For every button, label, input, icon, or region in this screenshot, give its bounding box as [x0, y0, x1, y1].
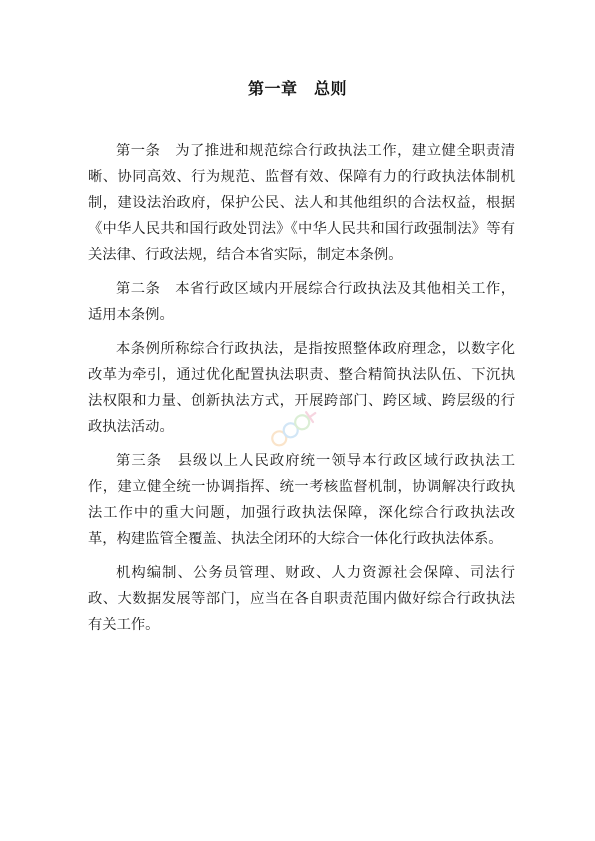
article-3-continuation-paragraph [88, 560, 515, 638]
article-2-continuation-paragraph [88, 336, 515, 440]
article-2-lead: 第二条 [116, 281, 176, 297]
chapter-title: 第一章 总则 [247, 79, 347, 98]
article-1-text: 为了推进和规范综合行政执法工作，建立健全职责清晰、协同高效、行为规范、监督有效、保障有力的行政执法体制机制，建设法治政府，保护公民、法人和其他组织的合法权益，根据《中华人民共和国行政处罚法》《中华人民共和国行政强制法》等有关法律、行政法规，结合本省实际，制定本条例。 [88, 143, 515, 263]
article-3-paragraph [88, 448, 515, 552]
article-3-lead: 第三条 [116, 453, 178, 469]
article-2-text: 本省行政区域内开展综合行政执法及其他相关工作，适用本条例。 [88, 281, 515, 323]
article-2-continuation-text: 本条例所称综合行政执法，是指按照整体政府理念，以数字化改革为牵引，通过优化配置执法职责、整合精简执法队伍、下沉执法权限和力量、创新执法方式，开展跨部门、跨区域、跨层级的行政执法活动。 [88, 341, 515, 435]
document-body [88, 138, 515, 646]
article-1-lead: 第一条 [116, 143, 176, 159]
article-2-paragraph [88, 276, 515, 328]
article-3-text: 县级以上人民政府统一领导本行政区域行政执法工作，建立健全统一协调指挥、统一考核监督机制，协调解决行政执法工作中的重大问题，加强行政执法保障，深化综合行政执法改革，构建监管全覆盖、执法全闭环的大综合一体化行政执法体系。 [88, 453, 516, 547]
article-1-paragraph [88, 138, 515, 268]
article-3-continuation-text: 机构编制、公务员管理、财政、人力资源社会保障、司法行政、大数据发展等部门，应当在各自职责范围内做好综合行政执法有关工作。 [88, 565, 515, 633]
